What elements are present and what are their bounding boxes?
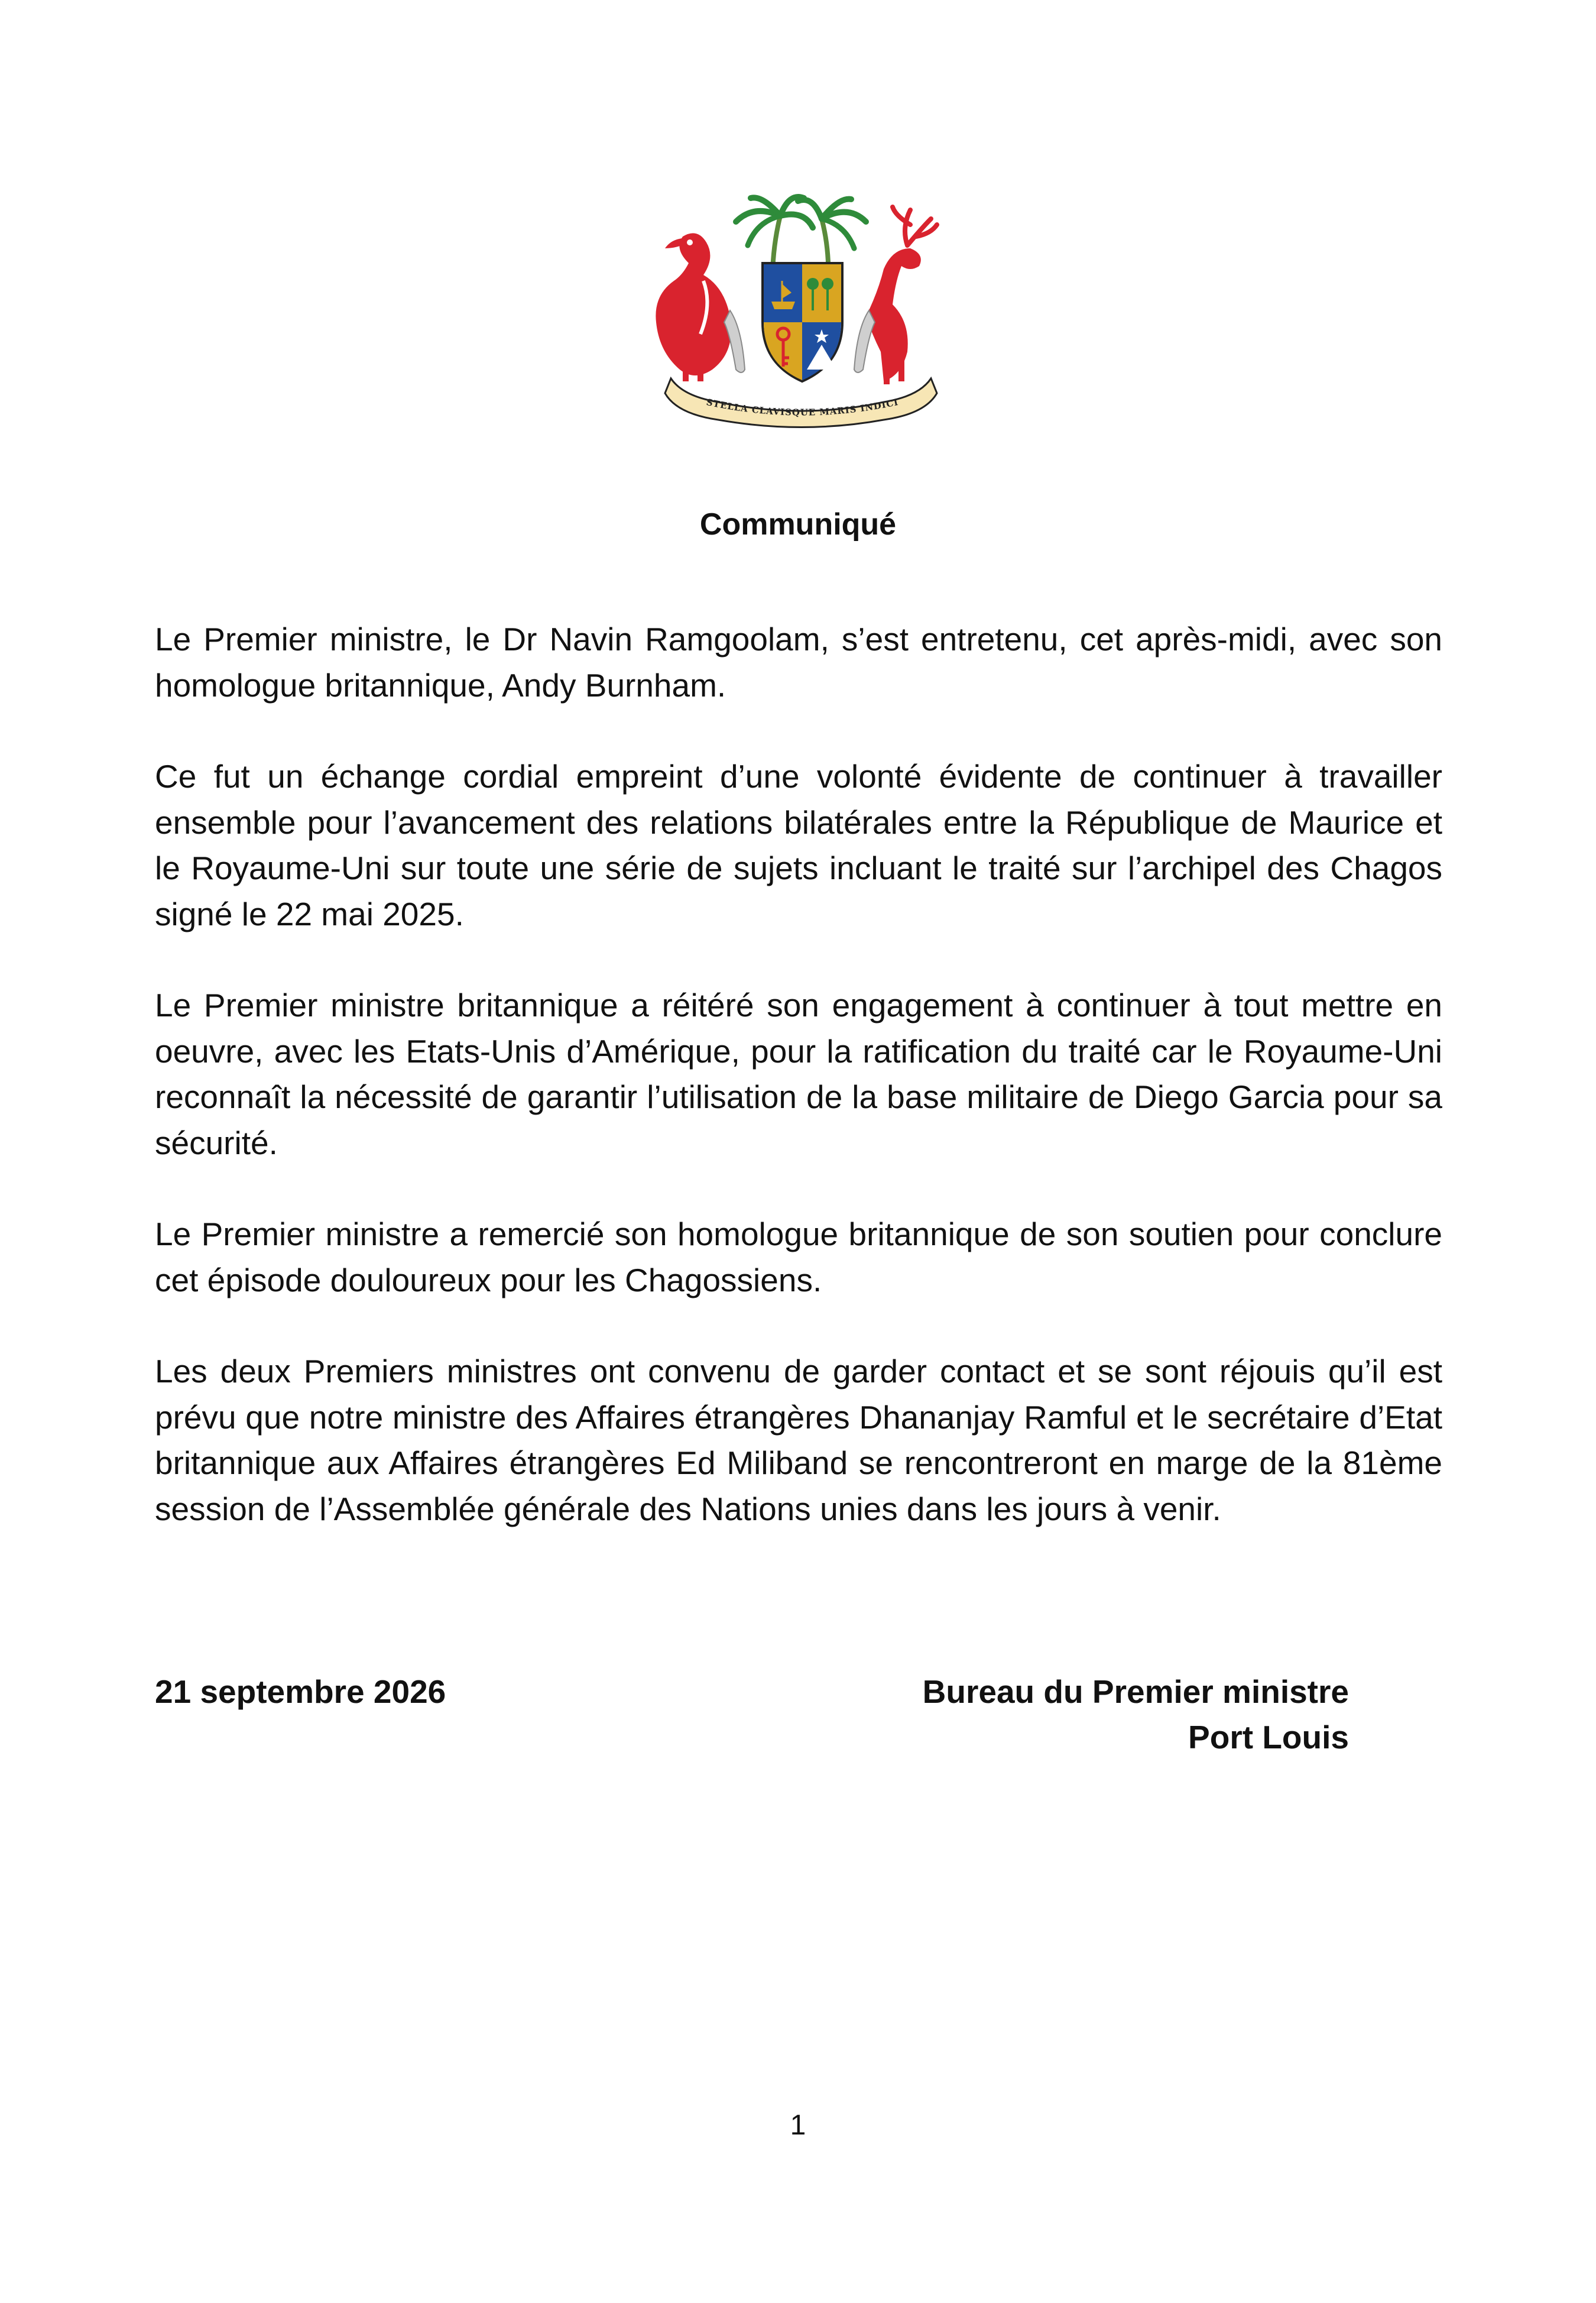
paragraph: Les deux Premiers ministres ont convenu de garder contact et se sont réjouis qu’il est prévu que notre ministre des Affaires étrangères Dhananjay Ramful et le secrétaire d’Etat britannique aux Affaires étrangères Ed Miliband se rencontreront en marge de la 81ème session de l’Assemblée générale des Nations unies dans les jours à venir. [155,1353,1442,1527]
shield [763,263,842,381]
coat-of-arms-icon [647,192,955,432]
document-body [155,617,1442,1578]
paragraph: Le Premier ministre, le Dr Navin Ramgoolam, s’est entretenu, cet après-midi, avec son homologue britannique, Andy Burnham. [155,621,1442,704]
motto-text: STELLA CLAVISQUE MARIS INDICI [705,396,900,418]
document-date: 21 septembre 2026 [155,1673,446,1710]
office-name: Bureau du Premier ministre [922,1673,1349,1710]
paragraph: Le Premier ministre a remercié son homologue britannique de son soutien pour conclure cet épisode douloureux pour les Chagossiens. [155,1216,1442,1298]
motto-scroll [665,378,937,427]
signature-block [923,1669,1349,1760]
paragraph: Le Premier ministre britannique a réitéré son engagement à continuer à tout mettre en oeuvre, avec les Etats-Unis d’Amérique, pour la ratification du traité car le Royaume-Uni reconnaît la nécessité de garantir l’utilisation de la base militaire de Diego Garcia pour sa sécurité. [155,987,1442,1161]
office-location: Port Louis [1188,1719,1349,1755]
page-number: 1 [790,2110,806,2141]
dodo-supporter [656,233,745,381]
document-title: Communiqué [699,507,897,542]
paragraph: Ce fut un échange cordial empreint d’une volonté évidente de continuer à travailler ensemble pour l’avancement des relations bilatérales entre la République de Maurice et le Royaume-Uni sur toute une série de sujets incluant le traité sur l’archipel des Chagos signé le 22 mai 2025. [155,758,1442,932]
deer-supporter [854,207,937,384]
